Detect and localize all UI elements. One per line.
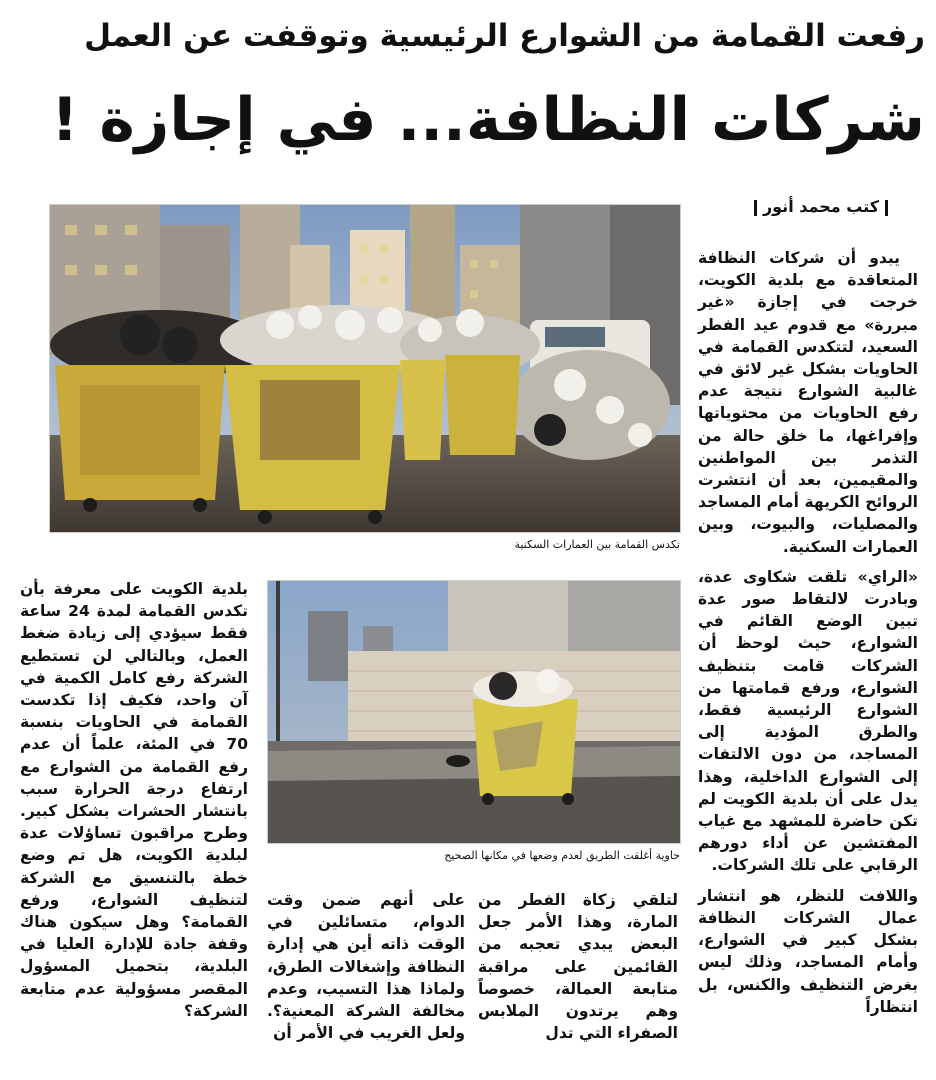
- column-right-paragraph: يبدو أن شركات النظافة المتعاقدة مع بلدية الكويت، خرجت في إجازة «غير مبررة» مع قدوم عيد الفطر السعيد، لتتكدس القمامة في الحاويات بشكل غير لائق في غالبية الشوارع نتيجة عدم رفع الحاويات من محتوياتها وإفراغها، ما خلق حالة من التذمر بين المواطنين والمقيمين، بعد أن انتشرت الروائح الكريهة أمام المساجد والمصليات، والبيوت، وبين العمارات السكنية.: [698, 249, 918, 556]
- column-bottom-mid-paragraph: لتلقي زكاة الفطر من المارة، وهذا الأمر جعل البعض يبدي تعجبه من القائمين على مراقبة متابعة العمالة، خصوصاً وهم يرتدون الملابس الصفراء التي تدل: [478, 891, 678, 1043]
- article-kicker: رفعت القمامة من الشوارع الرئيسية وتوقفت عن العمل: [84, 18, 925, 54]
- column-right-paragraph: واللافت للنظر، هو انتشار عمال الشركات النظافة بشكل كبير في الشوارع، وأمام المساجد، وذلك ليس بغرض التنظيف والكنس، بل انتظاراً: [698, 886, 918, 1016]
- article-column-bottom-mid: [478, 889, 678, 1049]
- article-column-right: [698, 247, 918, 1047]
- column-left-paragraph: بلدية الكويت على معرفة بأن تكدس القمامة لمدة 24 ساعة فقط سيؤدي إلى زيادة ضغط العمل، وبالتالي لن تستطيع الشركة رفع كامل الكمية في آن واحد، فكيف إذا تكدست القمامة في الحاويات بنسبة 70 في المئة، علماً أن عدم رفع القمامة من الشوارع مع ارتفاع درجة الحرارة سبب بانتشار الحشرات بشكل كبير. وطرح مراقبون تساؤلات عدة لبلدية الكويت، هل تم وضع خطة بالتنسيق مع الشركة لتنظيف الشوارع، ورفع القمامة؟ وهل سيكون هناك وقفة جادة للإدارة العليا في البلدية، بتحميل المسؤول المقصر مسؤولية عدم متابعة الشركة؟: [20, 580, 248, 1020]
- photo-garbage-bins-caption: تكدس القمامة بين العمارات السكنية: [514, 538, 680, 551]
- photo-blocking-container-caption: حاوية أغلقت الطريق لعدم وضعها في مكانها الصحيح: [444, 849, 680, 862]
- byline-divider: [754, 200, 757, 216]
- article-headline: شركات النظافة... في إجازة !: [51, 85, 925, 155]
- article-column-left: [20, 578, 248, 1048]
- photo-garbage-bins-image: [50, 205, 680, 532]
- photo-blocking-container-image: [268, 581, 680, 843]
- column-right-paragraph: «الراي» تلقت شكاوى عدة، وبادرت لالتقاط صور عدة تبين الوضع القائم في الشوارع، حيث لوحظ أن الشركات قامت بتنظيف الشوارع، ورفع قمامتها من الشوارع الرئيسية فقط، والطرق المؤدية إلى المساجد، من دون الالتفات إلى الشوارع الداخلية، وهذا يدل على أن بلدية الكويت لم تكن حاضرة للمشهد مع غياب المفتشين عن أداء دورهم الرقابي على تلك الشركات.: [698, 567, 918, 875]
- article-column-bottom-left: [267, 889, 465, 1049]
- byline: [748, 197, 894, 216]
- byline-author: كتب محمد أنور: [762, 197, 879, 216]
- column-bottom-left-paragraph: على أنهم ضمن وقت الدوام، متسائلين في الوقت ذاته أين هي إدارة النظافة وإشغالات الطرق، ولماذا هذا التسيب، وعدم مخالفة الشركة المعنية؟. ولعل الغريب في الأمر أن: [267, 891, 465, 1043]
- photo-garbage-bins: [49, 204, 681, 533]
- byline-divider: [885, 200, 888, 216]
- photo-blocking-container: [267, 580, 681, 844]
